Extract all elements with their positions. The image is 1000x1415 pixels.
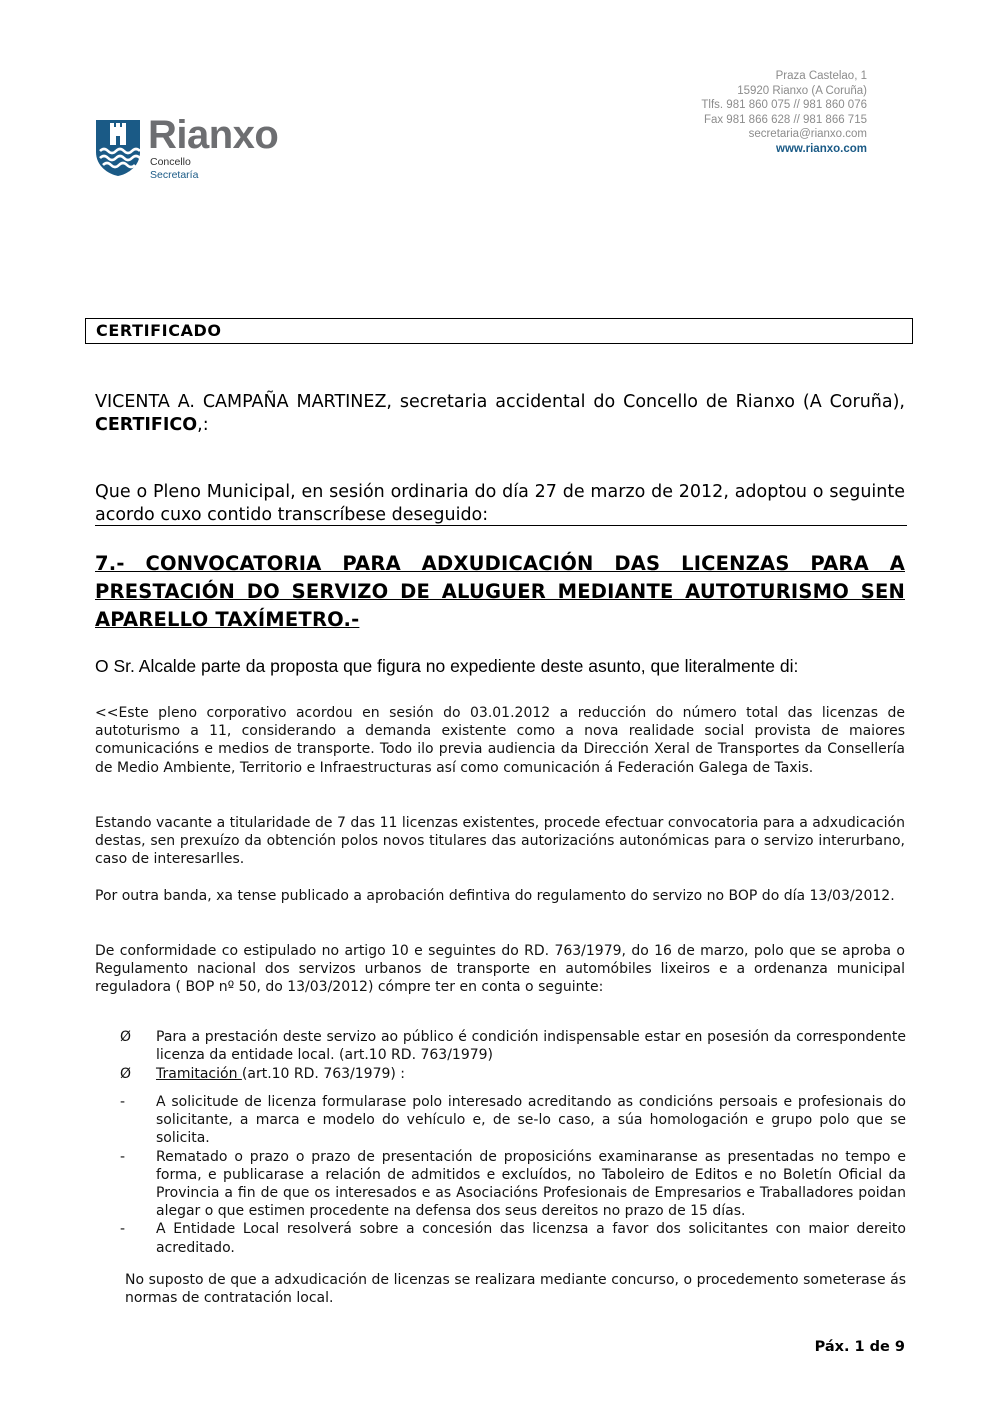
heading-line: PRESTACIÓN DO SERVIZO DE ALUGUER MEDIANTE AUTOTURISMO SEN xyxy=(95,580,905,603)
section-heading xyxy=(95,550,905,634)
email-line: secretaria@rianxo.com xyxy=(748,128,867,141)
list-item xyxy=(120,1093,906,1148)
dash-list xyxy=(120,1093,906,1257)
bullet-text: Para a prestación deste servizo ao público é condición indispensable estar en posesión da correspondente licenza da entidade local. (art.10 RD. 763/1979) xyxy=(156,1029,906,1064)
body-paragraph: Estando vacante a titularidade de 7 das 11 licenzas existentes, procede efectuar convocatoria para a adxudicación destas, sen prexuízo da obtención polos novos titulares das autorizacións autonómicas para o servizo interurbano, caso de interesarlles. xyxy=(95,815,905,868)
intro-tail: ,: xyxy=(197,415,209,435)
list-item-text: Rematado o prazo o prazo de presentación de proposicións examinaranse as presentadas no tempo e forma, e publicarase a relación de admitidos e excluídos, no Taboleiro de Editos e no Boletín Oficial da Provincia a fin de que os interesados e as Asociacións Profesionais de Empresarios e Traballadores poidan alegar o que estimen procedente na defensa dos seus dereitos no prazo de 15 días. xyxy=(156,1148,906,1220)
website-link[interactable]: www.rianxo.com xyxy=(776,142,867,155)
certificate-title: CERTIFICADO xyxy=(96,321,222,340)
contact-block xyxy=(701,69,867,157)
body-paragraph: Por outra banda, xa tense publicado a aprobación defintiva do regulamento do servizo no BOP do día 13/03/2012. xyxy=(95,888,895,904)
fax-line: Fax 981 866 628 // 981 866 715 xyxy=(703,113,867,126)
bullet-marker: Ø xyxy=(120,1029,132,1045)
dash-marker: - xyxy=(120,1221,126,1238)
address-line: 15920 Rianxo (A Coruña) xyxy=(737,84,867,97)
page-number: Páx. 1 de 9 xyxy=(814,1339,905,1355)
intro-text: VICENTA A. CAMPAÑA MARTINEZ, secretaria accidental do Concello de Rianxo (A Coruña), xyxy=(95,392,905,412)
intro-certifico: CERTIFICO xyxy=(95,415,198,435)
intro-paragraph xyxy=(95,391,905,437)
dash-marker: - xyxy=(120,1148,126,1165)
body-paragraph: <<Este pleno corporativo acordou en sesión do 03.01.2012 a reducción do número total das licenzas de autoturismo a 11, considerando a demanda existente como a nova realidade social provista de maiores comunicacións e medios de transporte. Todo ilo previa audiencia da Dirección Xeral de Transportes da Consellería de Medio Ambiente, Territorio e Infraestructuras así como comunicación á Federación Galega de Taxis. xyxy=(95,705,905,776)
logo xyxy=(94,113,314,184)
pleno-paragraph: Que o Pleno Municipal, en sesión ordinaria do día 27 de marzo de 2012, adoptou o seguinte acordo cuxo contido transcríbese deseguido: xyxy=(95,482,905,525)
dash-marker: - xyxy=(120,1094,126,1110)
bullet-item xyxy=(120,1028,906,1064)
bullet-text: (art.10 RD. 763/1979) : xyxy=(241,1066,406,1082)
brand-name: Rianxo xyxy=(148,113,279,157)
heading-line: 7.- CONVOCATORIA PARA ADXUDICACIÓN DAS LICENZAS PARA A xyxy=(95,552,905,575)
certificate-title-box xyxy=(85,318,913,344)
divider xyxy=(95,525,907,526)
bullet-item xyxy=(120,1065,906,1083)
list-item xyxy=(120,1220,906,1256)
list-item xyxy=(120,1148,906,1221)
lead-paragraph: O Sr. Alcalde parte da proposta que figura no expediente deste asunto, que literalmente di: xyxy=(95,656,799,676)
list-item-text: A solicitude de licenza formularase polo interesado acreditando as condicións persoais e profesionais do solicitante, a marca e modelo do vehículo e, de se-lo caso, a súa homologación e grupo polo que se solicita. xyxy=(156,1094,906,1147)
bullet-underlined-text: Tramitación xyxy=(156,1066,242,1082)
phone-line: Tlfs. 981 860 075 // 981 860 076 xyxy=(701,99,867,112)
final-paragraph: No suposto de que a adxudicación de licenzas se realizara mediante concurso, o procedemento someterase ás normas de contratación local. xyxy=(125,1272,906,1307)
bullet-marker: Ø xyxy=(120,1066,132,1082)
body-paragraph: De conformidade co estipulado no artigo 10 e seguintes do RD. 763/1979, do 16 de marzo, polo que se aproba o Regulamento nacional dos servizos urbanos de transporte en automóbiles lixeiros e a ordenanza municipal reguladora ( BOP nº 50, do 13/03/2012) cómpre ter en conta o seguinte: xyxy=(95,943,905,996)
heading-line: APARELLO TAXÍMETRO.- xyxy=(95,608,360,631)
brand-department: Secretaría xyxy=(150,169,199,181)
brand-subtitle: Concello xyxy=(150,156,191,168)
shield-icon xyxy=(94,118,142,178)
address-line: Praza Castelao, 1 xyxy=(775,70,867,82)
list-item-text: A Entidade Local resolverá sobre a concesión das licenzsa a favor dos solicitantes con maior dereito acreditado. xyxy=(156,1221,906,1256)
